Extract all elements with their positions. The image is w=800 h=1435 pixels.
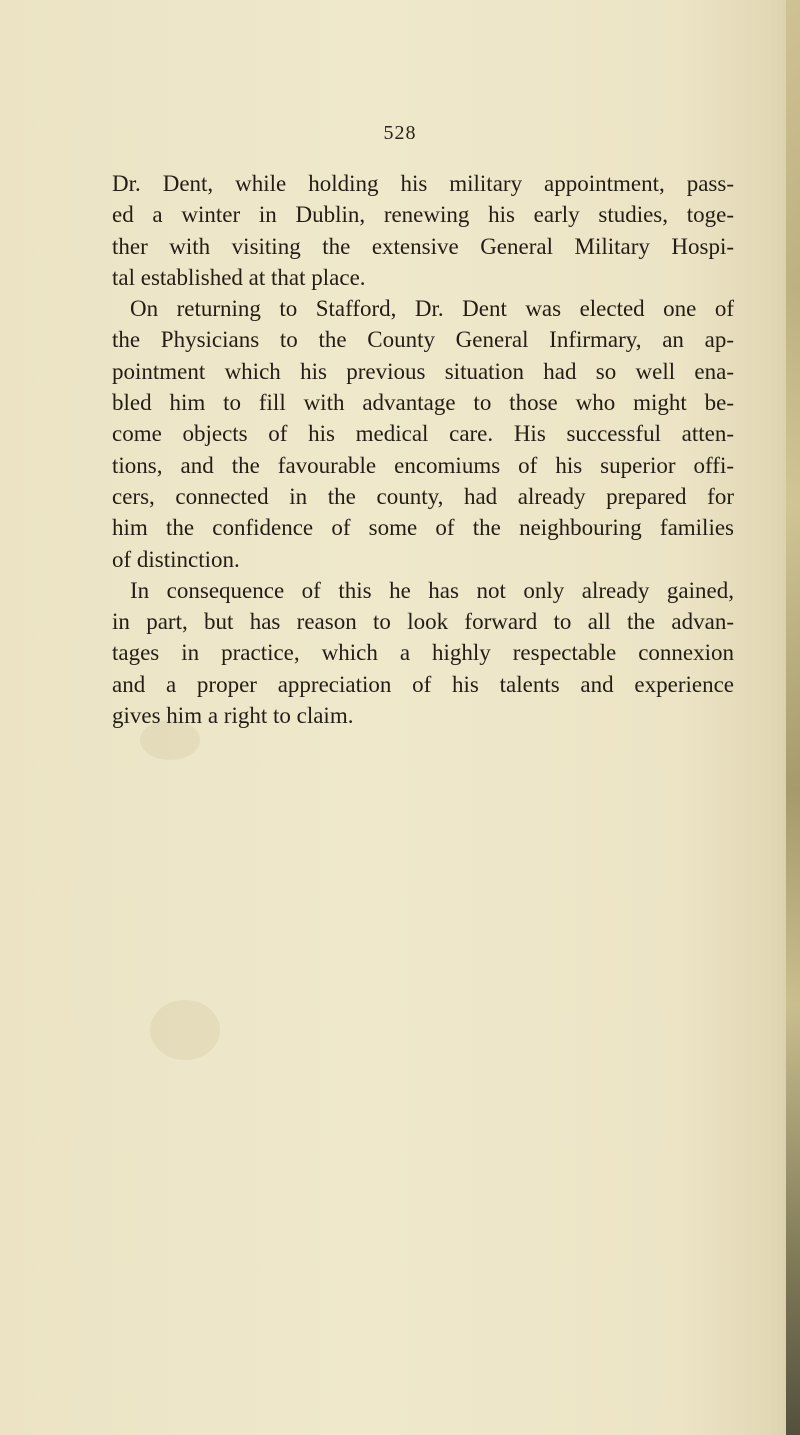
page-number: 528 xyxy=(383,122,417,144)
body-text xyxy=(112,168,734,731)
text-line: ed a winter in Dublin, renewing his early studies, toge- xyxy=(112,202,734,228)
text-line: in part, but has reason to look forward to all the advan- xyxy=(112,609,734,635)
text-line: of distinction. xyxy=(112,546,240,572)
text-line: the Physicians to the County General Infirmary, an ap- xyxy=(112,327,734,353)
text-line: In consequence of this he has not only already gained, xyxy=(130,577,734,603)
text-line: come objects of his medical care. His successful atten- xyxy=(112,421,734,447)
text-line: tages in practice, which a highly respectable connexion xyxy=(112,640,734,666)
text-line: tions, and the favourable encomiums of his superior offi- xyxy=(112,452,734,478)
text-line: him the confidence of some of the neighbouring families xyxy=(112,515,734,541)
text-line: tal established at that place. xyxy=(112,264,366,290)
text-line: ther with visiting the extensive General Military Hospi- xyxy=(112,233,734,259)
text-line: pointment which his previous situation had so well ena- xyxy=(112,358,734,384)
paper-stain xyxy=(150,1000,220,1060)
text-line: Dr. Dent, while holding his military appointment, pass- xyxy=(112,171,734,196)
page-edge xyxy=(786,0,800,1435)
text-line: On returning to Stafford, Dr. Dent was elected one of xyxy=(130,296,734,322)
text-line: cers, connected in the county, had already prepared for xyxy=(112,483,734,509)
text-line: gives him a right to claim. xyxy=(112,703,354,729)
text-line: and a proper appreciation of his talents and experience xyxy=(112,671,734,697)
text-line: bled him to fill with advantage to those who might be- xyxy=(112,390,734,416)
